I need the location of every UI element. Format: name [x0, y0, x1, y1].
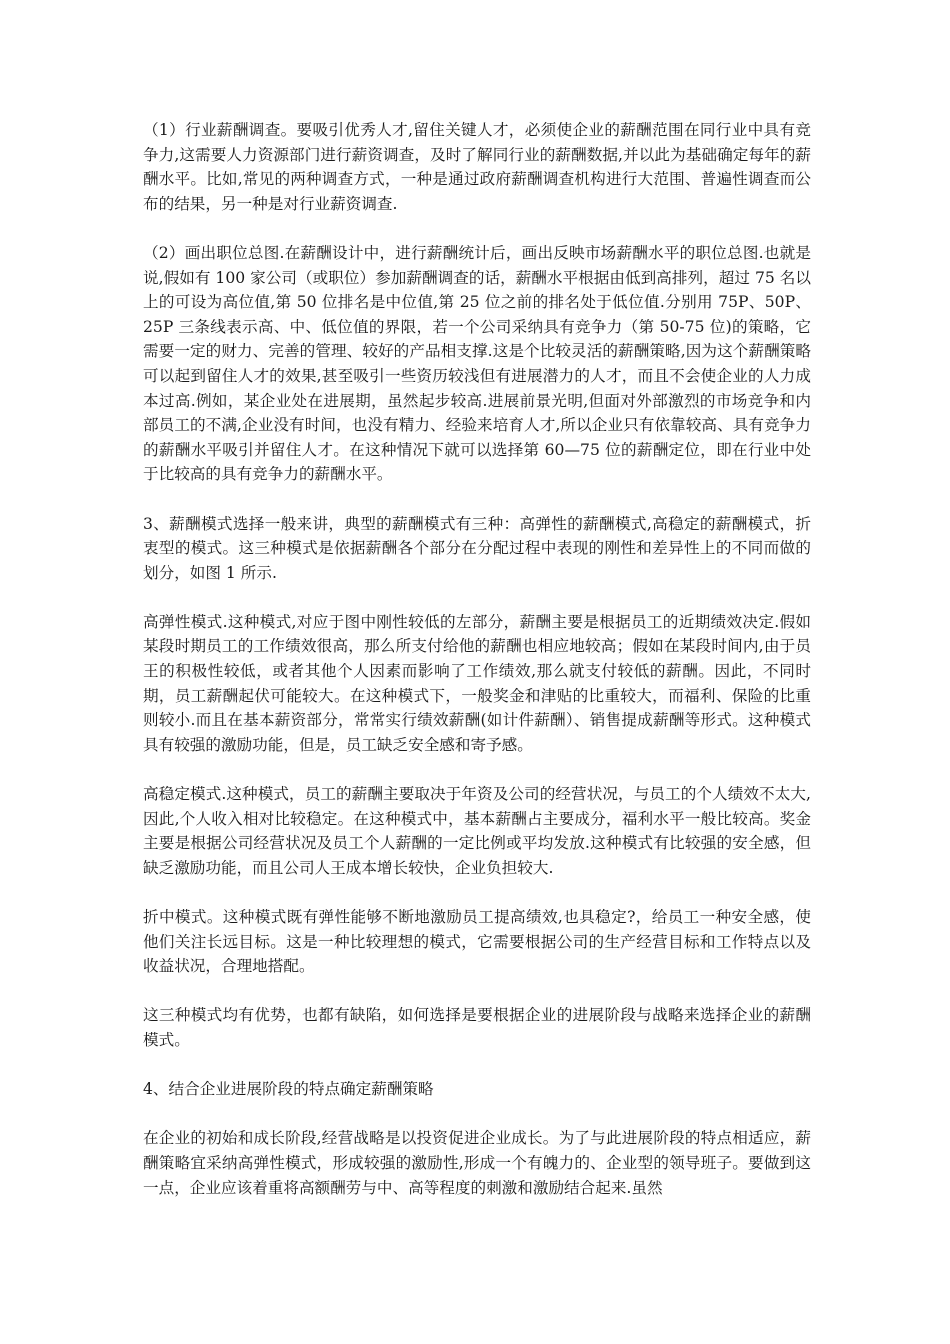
paragraph-initial-growth-stage: 在企业的初始和成长阶段,经营战略是以投资促进企业成长。为了与此进展阶段的特点相适应，薪酬策略宜采纳高弹性模式，形成较强的激励性,形成一个有魄力的、企业型的领导班子。要做到这一点，企业应该着重将高额酬劳与中、高等程度的刺激和激励结合起来.虽然: [143, 1129, 811, 1197]
paragraph-high-stable-mode: 高稳定模式.这种模式，员工的薪酬主要取决于年资及公司的经营状况，与员工的个人绩效不太大,因此,个人收入相对比较稳定。在这种模式中，基本薪酬占主要成分，福利水平一般比较高。奖金主要是根据公司经营状况及员工个人薪酬的一定比例或平均发放.这种模式有比较强的安全感，但缺乏激励功能，而且公司人王成本增长较快，企业负担较大.: [143, 785, 811, 877]
section-heading-development-stage: 4、结合企业进展阶段的特点确定薪酬策略: [143, 1080, 434, 1099]
document-body: [143, 118, 811, 1225]
paragraph-industry-salary-survey: （1）行业薪酬调查。要吸引优秀人才,留住关键人才，必须使企业的薪酬范围在同行业中具有竞争力,这需要人力资源部门进行薪资调查，及时了解同行业的薪酬数据,并以此为基础确定每年的薪酬水平。比如,常见的两种调查方式，一种是通过政府薪酬调查机构进行大范围、普遍性调查而公布的结果，另一种是对行业薪资调查.: [143, 121, 811, 213]
paragraph-compromise-mode: 折中模式。这种模式既有弹性能够不断地激励员工提高绩效,也具稳定?，给员工一种安全感，使他们关注长远目标。这是一种比较理想的模式，它需要根据公司的生产经营目标和工作特点以及收益状况，合理地搭配。: [143, 908, 811, 976]
paragraph-high-elastic-mode: 高弹性模式.这种模式,对应于图中刚性较低的左部分，薪酬主要是根据员工的近期绩效决定.假如某段时期员工的工作绩效很高，那么所支付给他的薪酬也相应地较高；假如在某段时间内,由于员王的积极性较低，或者其他个人因素而影响了工作绩效,那么就支付较低的薪酬。因此，不同时期，员工薪酬起伏可能较大。在这种模式下，一般奖金和津贴的比重较大，而福利、保险的比重则较小.而且在基本薪资部分，常常实行绩效薪酬(如计件薪酬）、销售提成薪酬等形式。这种模式具有较强的激励功能，但是，员工缺乏安全感和寄予感。: [143, 612, 811, 754]
paragraph-salary-mode-selection: 3、薪酬模式选择一般来讲，典型的薪酬模式有三种：高弹性的薪酬模式,高稳定的薪酬模式，折衷型的模式。这三种模式是依据薪酬各个部分在分配过程中表现的刚性和差异性上的不同而做的划分，如图 1 所示.: [143, 514, 811, 582]
paragraph-mode-summary: 这三种模式均有优势，也都有缺陷，如何选择是要根据企业的进展阶段与战略来选择企业的薪酬模式。: [143, 1006, 811, 1049]
paragraph-position-chart: （2）画出职位总图.在薪酬设计中，进行薪酬统计后，画出反映市场薪酬水平的职位总图.也就是说,假如有 100 家公司（或职位）参加薪酬调查的话，薪酬水平根据由低到高排列，超过 75 名以上的可设为高位值,第 50 位排名是中位值,第 25 位之前的排名处于低位值.分别用 75P、50P、25P 三条线表示高、中、低位值的界限，若一个公司采纳具有竞争力（第 50-75 位)的策略，它需要一定的财力、完善的管理、较好的产品相支撑.这是个比较灵活的薪酬策略,因为这个薪酬策略可以起到留住人才的效果,甚至吸引一些资历较浅但有进展潜力的人才，而且不会使企业的人力成本过高.例如，某企业处在进展期，虽然起步较高.进展前景光明,但面对外部激烈的市场竞争和内部员工的不满,企业没有时间，也没有精力、经验来培育人才,所以企业只有依靠较高、具有竞争力的薪酬水平吸引并留住人才。在这种情况下就可以选择第 60—75 位的薪酬定位，即在行业中处于比较高的具有竞争力的薪酬水平。: [143, 243, 811, 484]
